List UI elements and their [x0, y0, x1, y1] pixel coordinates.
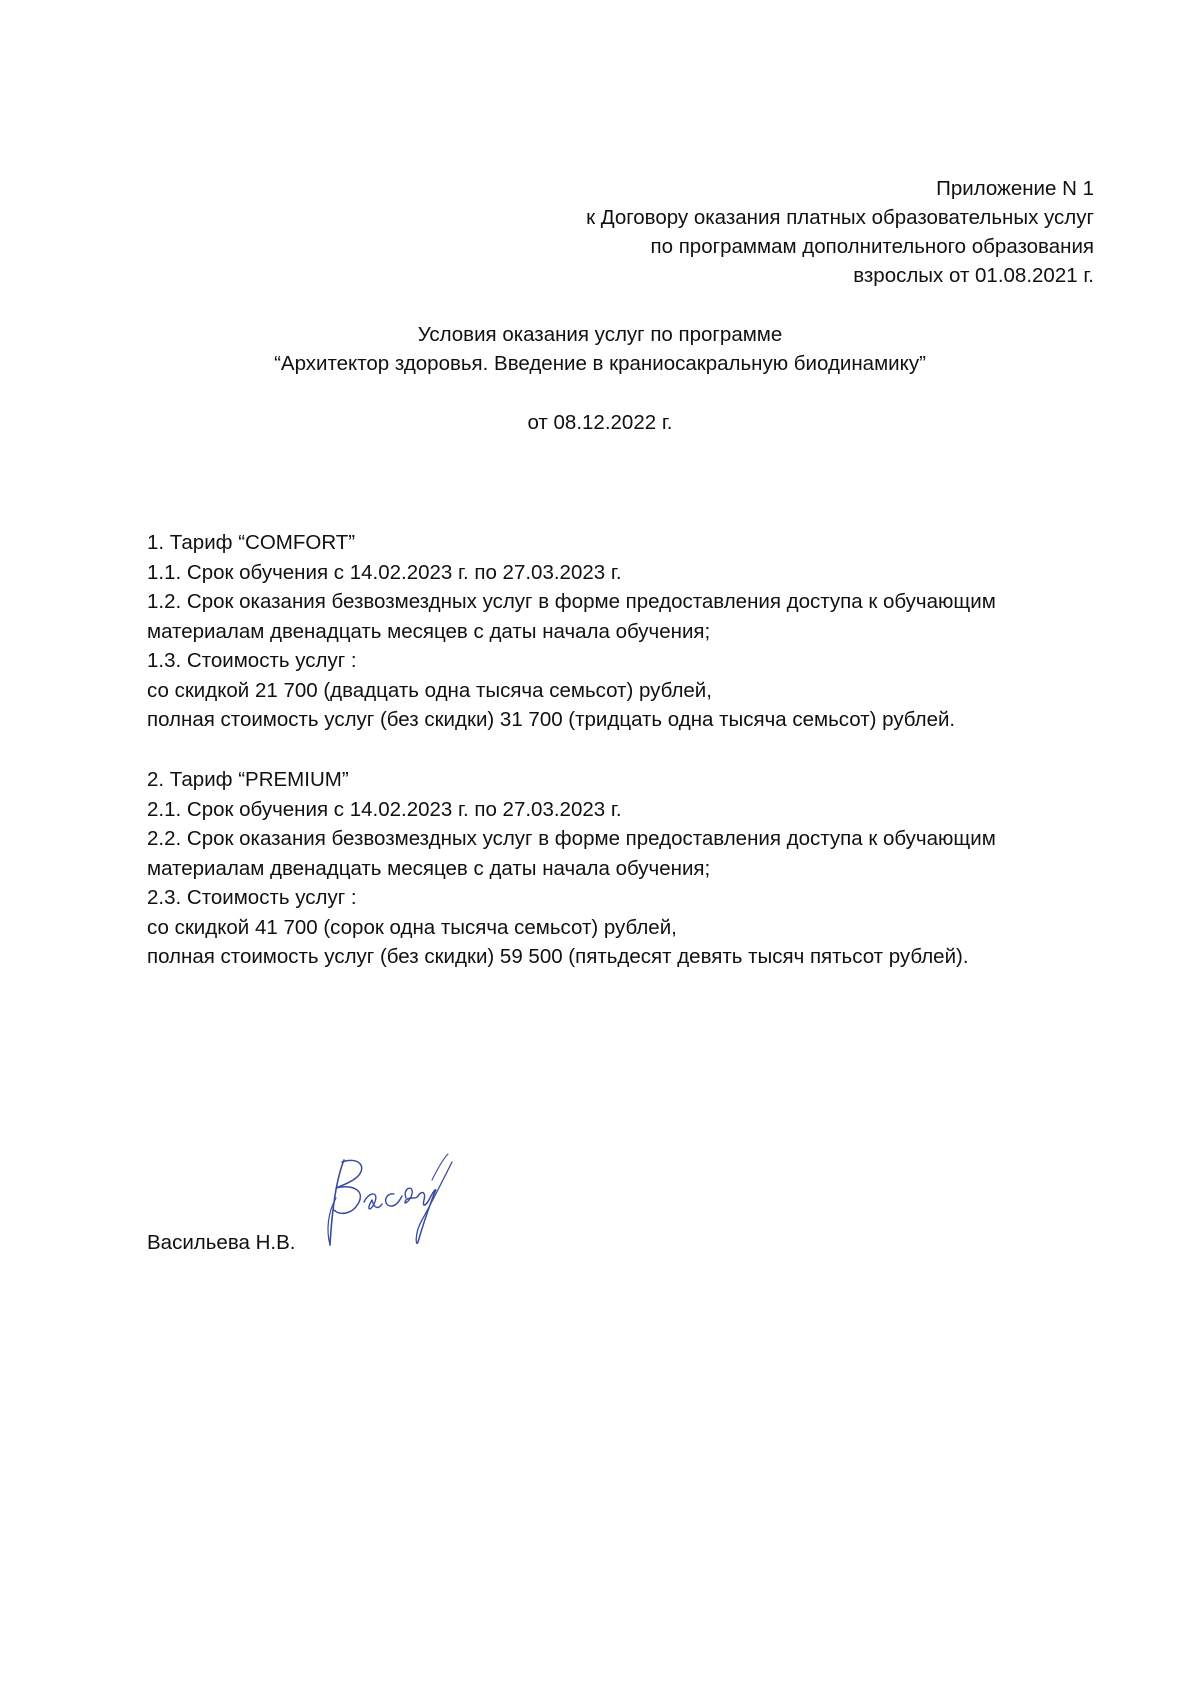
document-date: от 08.12.2022 г.: [527, 411, 673, 434]
appendix-header: [586, 174, 1094, 290]
tariff-access-term-line-2: материалам двенадцать месяцев с даты начала обучения;: [147, 619, 711, 643]
tariff-cost-label: 2.3. Стоимость услуг :: [147, 886, 357, 909]
tariff-discount-price: со скидкой 21 700 (двадцать одна тысяча семьсот) рублей,: [147, 678, 712, 702]
signer-name: Васильева Н.В.: [147, 1231, 296, 1254]
tariff-comfort-section: [147, 528, 1107, 735]
tariff-access-term-line-1: 1.2. Срок оказания безвозмездных услуг в форме предоставления доступа к обучающим: [147, 590, 996, 613]
appendix-contract-line: к Договору оказания платных образовательных услуг: [586, 206, 1094, 229]
tariff-access-term-line-2: материалам двенадцать месяцев с даты начала обучения;: [147, 856, 711, 880]
appendix-program-line: по программам дополнительного образования: [650, 235, 1094, 258]
tariff-full-price: полная стоимость услуг (без скидки) 31 700 (тридцать одна тысяча семьсот) рублей.: [147, 708, 956, 731]
tariff-heading: 2. Тариф “PREMIUM”: [147, 768, 349, 791]
tariff-full-price: полная стоимость услуг (без скидки) 59 500 (пятьдесят девять тысяч пятьсот рублей).: [147, 945, 969, 968]
tariff-discount-price: со скидкой 41 700 (сорок одна тысяча семьсот) рублей,: [147, 915, 677, 939]
tariff-study-period: 1.1. Срок обучения с 14.02.2023 г. по 27.03.2023 г.: [147, 560, 622, 584]
appendix-number: Приложение N 1: [936, 177, 1094, 200]
document-title: [0, 320, 1200, 378]
handwritten-signature: [322, 1150, 457, 1255]
appendix-contract-date: взрослых от 01.08.2021 г.: [853, 264, 1094, 287]
tariff-access-term-line-1: 2.2. Срок оказания безвозмездных услуг в форме предоставления доступа к обучающим: [147, 827, 996, 850]
title-line-1: Условия оказания услуг по программе: [417, 323, 783, 346]
tariff-premium-section: [147, 765, 1107, 972]
tariff-study-period: 2.1. Срок обучения с 14.02.2023 г. по 27.03.2023 г.: [147, 797, 622, 821]
tariff-heading: 1. Тариф “COMFORT”: [147, 531, 356, 554]
tariff-cost-label: 1.3. Стоимость услуг :: [147, 649, 357, 672]
title-line-2: “Архитектор здоровья. Введение в краниосакральную биодинамику”: [274, 352, 926, 375]
